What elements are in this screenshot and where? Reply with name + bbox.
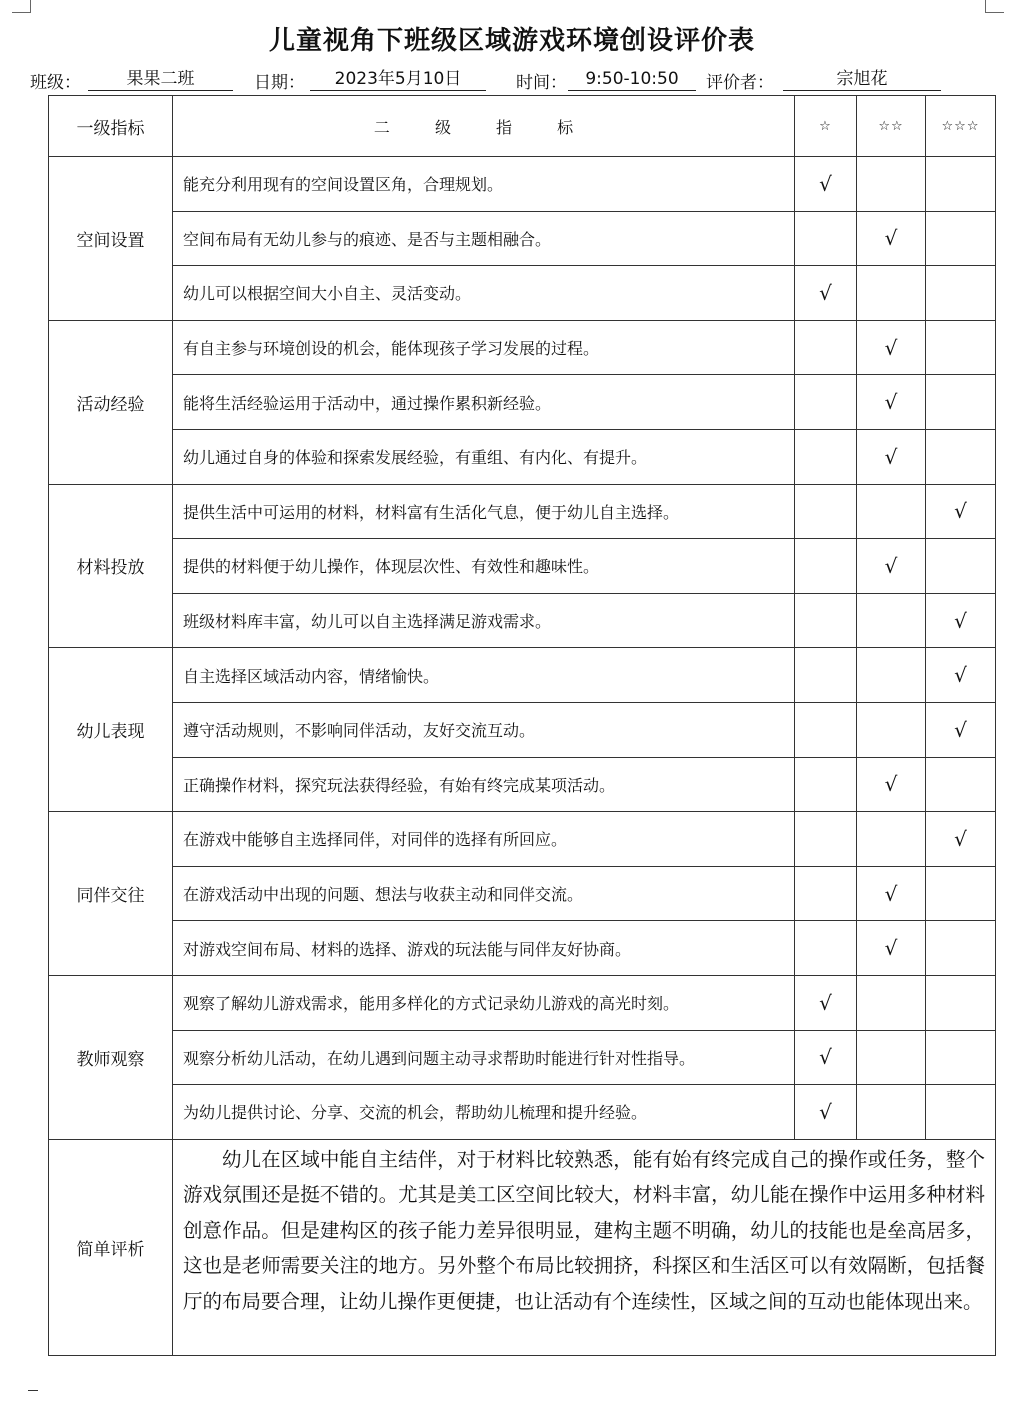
- time-value: 9:50-10:50: [568, 68, 696, 91]
- check-mark: √: [884, 335, 898, 360]
- category-label: 幼儿表现: [49, 648, 173, 812]
- rating-cell-1-star: [795, 211, 857, 266]
- date-label: 日期：: [254, 73, 305, 93]
- class-value: 果果二班: [88, 68, 233, 91]
- table-row: [49, 921, 996, 976]
- category-label: 同伴交往: [49, 812, 173, 976]
- rating-cell-3-star: [926, 157, 996, 212]
- rating-cell-3-star: [926, 1030, 996, 1085]
- class-label: 班级：: [30, 73, 81, 93]
- criterion-text: 观察了解幼儿游戏需求，能用多样化的方式记录幼儿游戏的高光时刻。: [173, 975, 795, 1030]
- check-mark: √: [819, 280, 832, 305]
- check-mark: √: [884, 881, 898, 906]
- category-label: 活动经验: [49, 320, 173, 484]
- check-mark: √: [884, 226, 898, 251]
- rating-cell-2-star: [857, 593, 926, 648]
- rating-cell-2-star: [857, 429, 926, 484]
- table-row: [49, 702, 996, 757]
- check-mark: √: [819, 1045, 832, 1070]
- comment-row: [49, 1139, 996, 1355]
- rating-cell-3-star: [926, 757, 996, 812]
- check-mark: √: [819, 171, 832, 196]
- check-mark: √: [819, 990, 832, 1015]
- criterion-text: 观察分析幼儿活动，在幼儿遇到问题主动寻求帮助时能进行针对性指导。: [173, 1030, 795, 1085]
- table-row: [49, 429, 996, 484]
- rating-cell-1-star: [795, 429, 857, 484]
- table-row: [49, 866, 996, 921]
- criterion-text: 遵守活动规则，不影响同伴活动，友好交流互动。: [173, 702, 795, 757]
- criterion-text: 班级材料库丰富，幼儿可以自主选择满足游戏需求。: [173, 593, 795, 648]
- check-mark: √: [884, 444, 898, 469]
- category-label: 材料投放: [49, 484, 173, 648]
- header-rating-2-star: ☆☆: [857, 96, 926, 157]
- criterion-text: 幼儿通过自身的体验和探索发展经验，有重组、有内化、有提升。: [173, 429, 795, 484]
- rating-cell-3-star: [926, 812, 996, 867]
- check-mark: √: [884, 772, 898, 797]
- table-row: [49, 375, 996, 430]
- rating-cell-3-star: [926, 539, 996, 594]
- rating-cell-3-star: [926, 975, 996, 1030]
- check-mark: √: [884, 553, 898, 578]
- rating-cell-3-star: [926, 1085, 996, 1140]
- comment-text: 幼儿在区域中能自主结伴，对于材料比较熟悉，能有始有终完成自己的操作或任务，整个游戏氛围还是挺不错的。尤其是美工区空间比较大，材料丰富，幼儿能在操作中运用多种材料创意作品。但是建构区的孩子能力差异很明显，建构主题不明确，幼儿的技能也是垒高居多，这也是老师需要关注的地方。另外整个布局比较拥挤，科探区和生活区可以有效隔断，包括餐厅的布局要合理，让幼儿操作更便捷，也让活动有个连续性，区域之间的互动也能体现出来。: [173, 1139, 996, 1355]
- crop-mark-top-left: [12, 0, 31, 13]
- criterion-text: 自主选择区域活动内容，情绪愉快。: [173, 648, 795, 703]
- check-mark: √: [954, 608, 967, 633]
- check-mark: √: [954, 717, 967, 742]
- rating-cell-3-star: [926, 866, 996, 921]
- header-level1: 一级指标: [49, 96, 173, 157]
- rating-cell-1-star: [795, 266, 857, 321]
- check-mark: √: [954, 499, 967, 524]
- criterion-text: 为幼儿提供讨论、分享、交流的机会，帮助幼儿梳理和提升经验。: [173, 1085, 795, 1140]
- table-row: [49, 484, 996, 539]
- table-row: [49, 975, 996, 1030]
- criterion-text: 有自主参与环境创设的机会，能体现孩子学习发展的过程。: [173, 320, 795, 375]
- rating-cell-2-star: [857, 812, 926, 867]
- rating-cell-1-star: [795, 975, 857, 1030]
- table-row: [49, 320, 996, 375]
- rating-cell-1-star: [795, 1030, 857, 1085]
- crop-mark-top-right: [985, 0, 1004, 13]
- check-mark: √: [884, 390, 898, 415]
- check-mark: √: [819, 1099, 832, 1124]
- rating-cell-1-star: [795, 539, 857, 594]
- document-title: 儿童视角下班级区域游戏环境创设评价表: [268, 26, 755, 56]
- criterion-text: 正确操作材料，探究玩法获得经验，有始有终完成某项活动。: [173, 757, 795, 812]
- check-mark: √: [954, 826, 967, 851]
- table-row: [49, 211, 996, 266]
- table-row: [49, 157, 996, 212]
- criterion-text: 空间布局有无幼儿参与的痕迹、是否与主题相融合。: [173, 211, 795, 266]
- criterion-text: 能将生活经验运用于活动中，通过操作累积新经验。: [173, 375, 795, 430]
- category-label: 空间设置: [49, 157, 173, 321]
- criterion-text: 提供的材料便于幼儿操作，体现层次性、有效性和趣味性。: [173, 539, 795, 594]
- table-row: [49, 1085, 996, 1140]
- rating-cell-1-star: [795, 921, 857, 976]
- criterion-text: 在游戏中能够自主选择同伴，对同伴的选择有所回应。: [173, 812, 795, 867]
- rating-cell-1-star: [795, 866, 857, 921]
- date-value: 2023年5月10日: [310, 68, 486, 91]
- table-body: [49, 157, 996, 1140]
- table-row: [49, 539, 996, 594]
- table-row: [49, 757, 996, 812]
- rating-cell-2-star: [857, 375, 926, 430]
- rating-cell-3-star: [926, 266, 996, 321]
- rating-cell-3-star: [926, 921, 996, 976]
- evaluator-label: 评价者：: [706, 73, 774, 93]
- rating-cell-2-star: [857, 539, 926, 594]
- criterion-text: 能充分利用现有的空间设置区角，合理规划。: [173, 157, 795, 212]
- rating-cell-1-star: [795, 757, 857, 812]
- time-label: 时间：: [516, 73, 567, 93]
- rating-cell-2-star: [857, 157, 926, 212]
- rating-cell-3-star: [926, 593, 996, 648]
- criterion-text: 幼儿可以根据空间大小自主、灵活变动。: [173, 266, 795, 321]
- rating-cell-1-star: [795, 648, 857, 703]
- table-row: [49, 593, 996, 648]
- evaluator-value: 宗旭花: [783, 68, 941, 91]
- page-dash-mark: [28, 1390, 38, 1391]
- rating-cell-2-star: [857, 484, 926, 539]
- rating-cell-1-star: [795, 157, 857, 212]
- category-label: 教师观察: [49, 975, 173, 1139]
- rating-cell-3-star: [926, 320, 996, 375]
- rating-cell-2-star: [857, 921, 926, 976]
- rating-cell-2-star: [857, 648, 926, 703]
- rating-cell-1-star: [795, 484, 857, 539]
- rating-cell-3-star: [926, 429, 996, 484]
- rating-cell-3-star: [926, 211, 996, 266]
- header-rating-1-star: ☆: [795, 96, 857, 157]
- rating-cell-2-star: [857, 866, 926, 921]
- criterion-text: 在游戏活动中出现的问题、想法与收获主动和同伴交流。: [173, 866, 795, 921]
- table-row: [49, 648, 996, 703]
- rating-cell-1-star: [795, 593, 857, 648]
- table-row: [49, 1030, 996, 1085]
- evaluation-table: [48, 95, 996, 1356]
- table-row: [49, 266, 996, 321]
- rating-cell-2-star: [857, 211, 926, 266]
- rating-cell-1-star: [795, 320, 857, 375]
- rating-cell-2-star: [857, 975, 926, 1030]
- rating-cell-2-star: [857, 320, 926, 375]
- rating-cell-2-star: [857, 757, 926, 812]
- header-rating-3-star: ☆☆☆: [926, 96, 996, 157]
- table-header-row: [49, 96, 996, 157]
- rating-cell-2-star: [857, 1030, 926, 1085]
- comment-label: 简单评析: [49, 1139, 173, 1355]
- header-level2: 二 级 指 标: [173, 96, 795, 157]
- rating-cell-1-star: [795, 812, 857, 867]
- rating-cell-3-star: [926, 648, 996, 703]
- rating-cell-1-star: [795, 702, 857, 757]
- rating-cell-2-star: [857, 702, 926, 757]
- table-row: [49, 812, 996, 867]
- rating-cell-2-star: [857, 266, 926, 321]
- check-mark: √: [954, 663, 967, 688]
- rating-cell-1-star: [795, 375, 857, 430]
- check-mark: √: [884, 936, 898, 961]
- criterion-text: 提供生活中可运用的材料，材料富有生活化气息，便于幼儿自主选择。: [173, 484, 795, 539]
- rating-cell-1-star: [795, 1085, 857, 1140]
- rating-cell-2-star: [857, 1085, 926, 1140]
- rating-cell-3-star: [926, 375, 996, 430]
- criterion-text: 对游戏空间布局、材料的选择、游戏的玩法能与同伴友好协商。: [173, 921, 795, 976]
- rating-cell-3-star: [926, 484, 996, 539]
- rating-cell-3-star: [926, 702, 996, 757]
